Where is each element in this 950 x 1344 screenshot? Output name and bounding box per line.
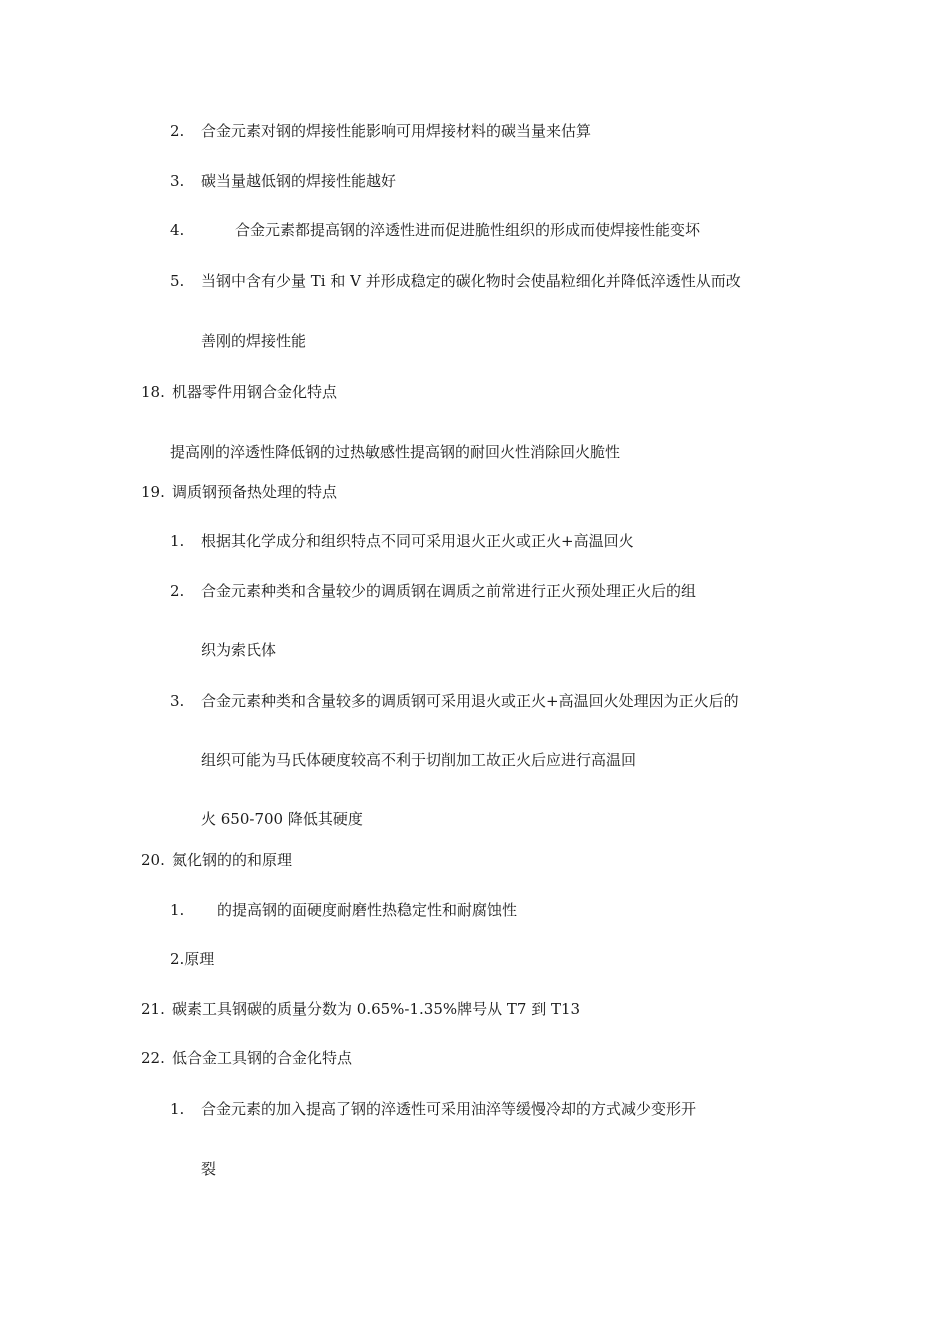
list-number: 1. bbox=[170, 1100, 185, 1118]
list-item-text: 合金元素都提高钢的淬透性进而促进脆性组织的形成而使焊接性能变坏 bbox=[235, 221, 701, 239]
paragraph-text: 提高刚的淬透性降低钢的过热敏感性提高钢的耐回火性消除回火脆性 bbox=[170, 443, 621, 461]
section-number: 21. bbox=[141, 1000, 165, 1018]
section-heading: 机器零件用钢合金化特点 bbox=[172, 383, 338, 401]
list-item-text: 的提高钢的面硬度耐磨性热稳定性和耐腐蚀性 bbox=[217, 901, 518, 919]
list-item-continuation: 善刚的焊接性能 bbox=[201, 332, 307, 350]
list-number: 2. bbox=[170, 122, 185, 140]
section-number: 19. bbox=[141, 483, 165, 501]
section-number: 20. bbox=[141, 851, 165, 869]
list-number: 3. bbox=[170, 692, 185, 710]
list-number: 4. bbox=[170, 221, 185, 239]
section-heading: 低合金工具钢的合金化特点 bbox=[172, 1049, 353, 1067]
list-item-text: 根据其化学成分和组织特点不同可采用退火正火或正火+高温回火 bbox=[201, 532, 634, 550]
list-item-text: 合金元素种类和含量较少的调质钢在调质之前常进行正火预处理正火后的组 bbox=[201, 582, 697, 600]
section-heading: 调质钢预备热处理的特点 bbox=[172, 483, 338, 501]
list-number: 3. bbox=[170, 172, 185, 190]
list-number: 1. bbox=[170, 532, 185, 550]
list-item-continuation: 组织可能为马氏体硬度较高不利于切削加工故正火后应进行高温回 bbox=[201, 751, 637, 769]
list-item-text: 合金元素种类和含量较多的调质钢可采用退火或正火+高温回火处理因为正火后的 bbox=[201, 692, 739, 710]
list-item-continuation: 织为索氏体 bbox=[201, 641, 277, 659]
list-number: 2. bbox=[170, 582, 185, 600]
list-item-text: 合金元素的加入提高了钢的淬透性可采用油淬等缓慢冷却的方式减少变形开 bbox=[201, 1100, 697, 1118]
section-number: 22. bbox=[141, 1049, 165, 1067]
section-heading: 氮化钢的的和原理 bbox=[172, 851, 293, 869]
list-item-continuation: 火 650-700 降低其硬度 bbox=[201, 810, 363, 828]
list-item-text: 合金元素对钢的焊接性能影响可用焊接材料的碳当量来估算 bbox=[201, 122, 592, 140]
list-number: 1. bbox=[170, 901, 185, 919]
list-item-text: 碳当量越低钢的焊接性能越好 bbox=[201, 172, 397, 190]
list-item-continuation: 裂 bbox=[201, 1160, 217, 1178]
list-item-text: 2.原理 bbox=[170, 950, 215, 968]
list-number: 5. bbox=[170, 272, 185, 290]
section-number: 18. bbox=[141, 383, 165, 401]
list-item-text: 当钢中含有少量 Ti 和 V 并形成稳定的碳化物时会使晶粒细化并降低淬透性从而改 bbox=[201, 272, 741, 290]
section-heading: 碳素工具钢碳的质量分数为 0.65%-1.35%牌号从 T7 到 T13 bbox=[172, 1000, 581, 1018]
